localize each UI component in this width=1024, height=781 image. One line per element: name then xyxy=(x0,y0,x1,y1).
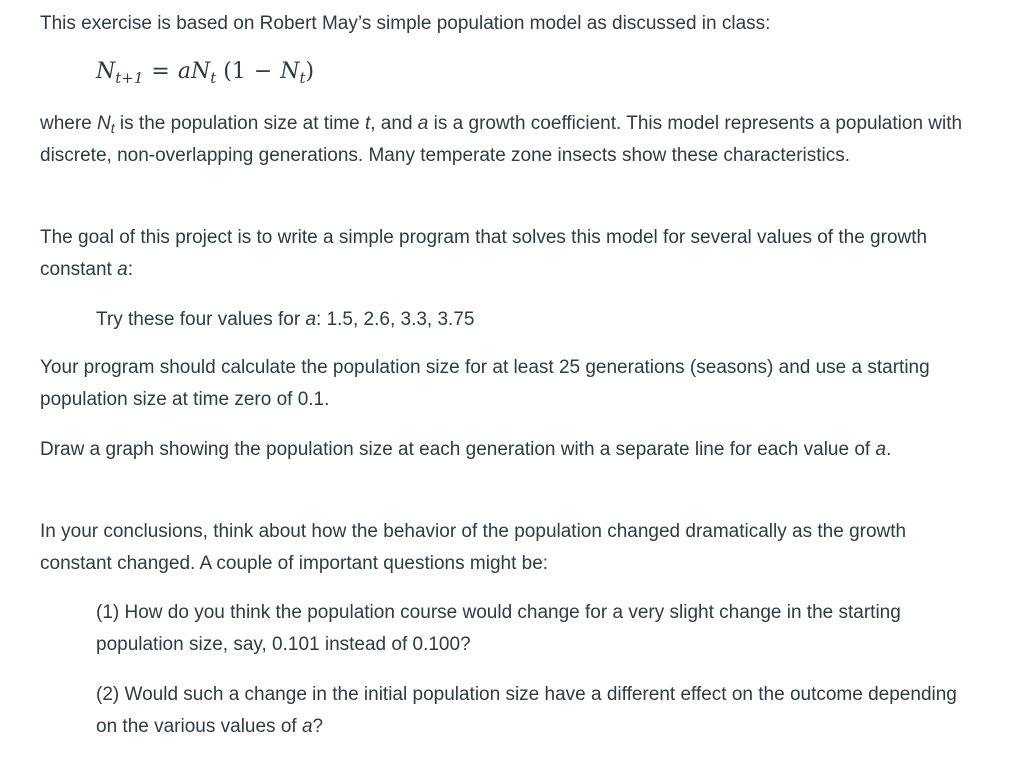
n-symbol xyxy=(97,113,115,134)
goal-a-variable: a xyxy=(117,259,128,280)
eq-coef: a xyxy=(177,59,191,84)
where-text-1: where xyxy=(40,113,98,134)
goal-paragraph xyxy=(40,222,980,286)
eq-rhs-sub: t xyxy=(210,69,217,87)
eq-minus: − xyxy=(253,59,273,84)
n-subscript: t xyxy=(110,120,115,136)
try-text: Try these four values for xyxy=(96,309,306,330)
question-1: (1) How do you think the population course would change for a very slight change in the starting population size, say, 0.101 instead of 0.100? xyxy=(96,602,901,655)
graph-paragraph xyxy=(40,434,980,466)
t-variable: t xyxy=(364,113,371,134)
eq-paren-close: ) xyxy=(305,59,315,84)
where-paragraph xyxy=(40,108,980,172)
graph-a-variable: a xyxy=(875,439,887,460)
eq-paren-open: (1 xyxy=(223,59,246,84)
goal-text: The goal of this project is to write a simple program that solves this model for several values of the growth constant xyxy=(40,227,928,280)
eq-rhs-sub2: t xyxy=(299,69,306,87)
eq-rhs-var2: N xyxy=(280,59,300,84)
q2-text: (2) Would such a change in the initial population size have a different effect on the outcome depending on the various values of xyxy=(96,684,957,737)
a-variable: a xyxy=(417,113,429,134)
graph-text: Draw a graph showing the population size at each generation with a separate line for each value of xyxy=(40,439,876,460)
where-text-4: is a growth coefficient. This model represents a population with discrete, non-overlapping generations. Many temperate zone insects show these characteristics. xyxy=(40,113,963,166)
graph-end: . xyxy=(886,439,892,460)
q2-a-variable: a xyxy=(301,716,313,737)
eq-lhs-var: N xyxy=(96,59,116,84)
where-text-3: , and xyxy=(370,113,418,134)
population-equation xyxy=(96,56,314,88)
question-2 xyxy=(96,679,976,743)
eq-rhs-var: N xyxy=(190,59,211,84)
eq-equals: = xyxy=(151,59,170,84)
goal-end: : xyxy=(127,259,133,280)
conclusions-paragraph: In your conclusions, think about how the behavior of the population changed dramatically as the growth constant changed. A couple of important questions might be: xyxy=(40,521,907,574)
where-text-2: is the population size at time xyxy=(114,113,365,134)
n-letter: N xyxy=(97,113,111,134)
q2-end: ? xyxy=(312,716,324,737)
try-values: : 1.5, 2.6, 3.3, 3.75 xyxy=(316,309,475,330)
intro-paragraph: This exercise is based on Robert May’s simple population model as discussed in class: xyxy=(40,13,771,34)
try-values-line xyxy=(96,304,976,336)
try-a-variable: a xyxy=(305,309,317,330)
program-paragraph: Your program should calculate the population size for at least 25 generations (seasons) and use a starting population size at time zero of 0.1. xyxy=(40,357,930,410)
eq-lhs-sub: t+1 xyxy=(115,69,144,87)
